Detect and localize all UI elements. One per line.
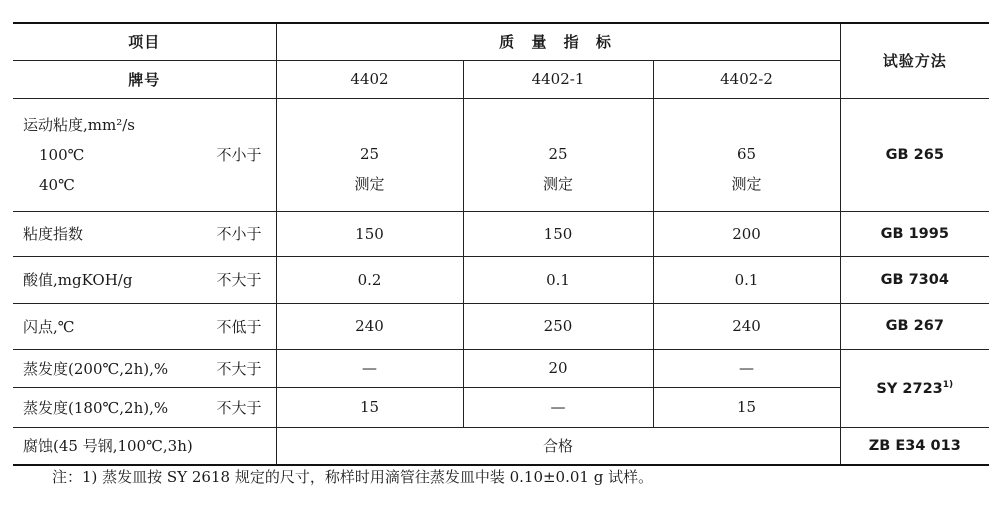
- grade-4402: 4402: [276, 60, 463, 98]
- acid-value-4402-1: 0.1: [463, 256, 653, 303]
- flash-point-label: 闪点,℃: [23, 317, 75, 336]
- viscosity-temp-40: 40℃: [39, 175, 75, 194]
- acid-value-row: [13, 256, 989, 303]
- viscosity-value: 25: [359, 144, 380, 163]
- grade-4402-1: 4402-1: [463, 60, 653, 98]
- flash-point-4402-2: 240: [653, 303, 840, 349]
- acid-value-4402-2: 0.1: [653, 256, 840, 303]
- viscosity-measured: 测定: [542, 174, 573, 193]
- evap-method-footnote: 1): [942, 379, 954, 390]
- evap-180-4402: 15: [276, 387, 463, 427]
- evap-200-4402-2: —: [653, 349, 840, 387]
- viscosity-value: 65: [736, 144, 757, 163]
- viscosity-4402-2: [653, 98, 840, 211]
- viscosity-cond: 不小于: [216, 145, 262, 164]
- viscosity-value: 25: [548, 144, 568, 163]
- evap-200-row: [13, 349, 989, 387]
- spec-table: [13, 22, 989, 466]
- evap-200-cond: 不大于: [216, 359, 262, 378]
- flash-point-4402-1: 250: [463, 303, 653, 349]
- viscosity-index-row: [13, 211, 989, 256]
- viscosity-4402: [276, 98, 463, 211]
- evap-200-4402-1: 20: [463, 349, 653, 387]
- viscosity-sub-100: [23, 140, 276, 170]
- viscosity-row: [13, 98, 989, 211]
- acid-value-4402: 0.2: [276, 256, 463, 303]
- corrosion-label-cell: [13, 427, 276, 465]
- acid-value-cond: 不大于: [216, 271, 262, 289]
- viscosity-4402-1: [463, 98, 653, 211]
- viscosity-index-method: GB 1995: [840, 211, 989, 256]
- grade-4402-2: 4402-2: [653, 60, 840, 98]
- evap-180-label-cell: [13, 387, 276, 427]
- flash-point-cond: 不低于: [216, 317, 262, 336]
- evap-method-label: SY 2723: [876, 380, 943, 397]
- acid-value-label: 酸值,mgKOH/g: [23, 271, 133, 289]
- evap-180-cond: 不大于: [216, 398, 262, 417]
- corrosion-label: 腐蚀(45 号钢,100℃,3h): [23, 437, 193, 456]
- viscosity-measured: 测定: [731, 174, 762, 193]
- flash-point-label-cell: [13, 303, 276, 349]
- flash-point-4402: 240: [276, 303, 463, 349]
- evap-180-label: 蒸发度(180℃,2h),%: [23, 398, 169, 417]
- grade-header: 牌号: [13, 60, 276, 98]
- viscosity-index-label: 粘度指数: [23, 225, 84, 243]
- corrosion-row: [13, 427, 989, 465]
- viscosity-index-label-cell: [13, 211, 276, 256]
- evap-200-4402: —: [276, 349, 463, 387]
- acid-value-label-cell: [13, 256, 276, 303]
- evap-180-4402-1: —: [463, 387, 653, 427]
- viscosity-index-4402-1: 150: [463, 211, 653, 256]
- viscosity-label-cell: [13, 98, 276, 211]
- evap-200-label-cell: [13, 349, 276, 387]
- viscosity-index-4402-2: 200: [653, 211, 840, 256]
- acid-value-method: GB 7304: [840, 256, 989, 303]
- viscosity-index-cond: 不小于: [216, 225, 262, 243]
- viscosity-index-4402: 150: [276, 211, 463, 256]
- viscosity-measured: 测定: [354, 174, 385, 193]
- flash-point-method: GB 267: [840, 303, 989, 349]
- header-row-1: [13, 23, 989, 60]
- viscosity-title: 运动粘度,mm²/s: [23, 115, 135, 134]
- evap-180-4402-2: 15: [653, 387, 840, 427]
- corrosion-method: ZB E34 013: [840, 427, 989, 465]
- item-header: 项目: [13, 23, 276, 60]
- quality-header: 质 量 指 标: [276, 23, 840, 60]
- evap-method: [840, 349, 989, 427]
- corrosion-value: 合格: [276, 427, 840, 465]
- viscosity-temp-100: 100℃: [39, 145, 85, 164]
- evap-200-label: 蒸发度(200℃,2h),%: [23, 359, 169, 378]
- method-header: 试验方法: [840, 23, 989, 98]
- viscosity-method: GB 265: [840, 98, 989, 211]
- viscosity-sub-40: [23, 170, 276, 200]
- footnote: 注：1) 蒸发皿按 SY 2618 规定的尺寸，称样时用滴管往蒸发皿中装 0.10±0.01 g 试样。: [52, 468, 654, 486]
- flash-point-row: [13, 303, 989, 349]
